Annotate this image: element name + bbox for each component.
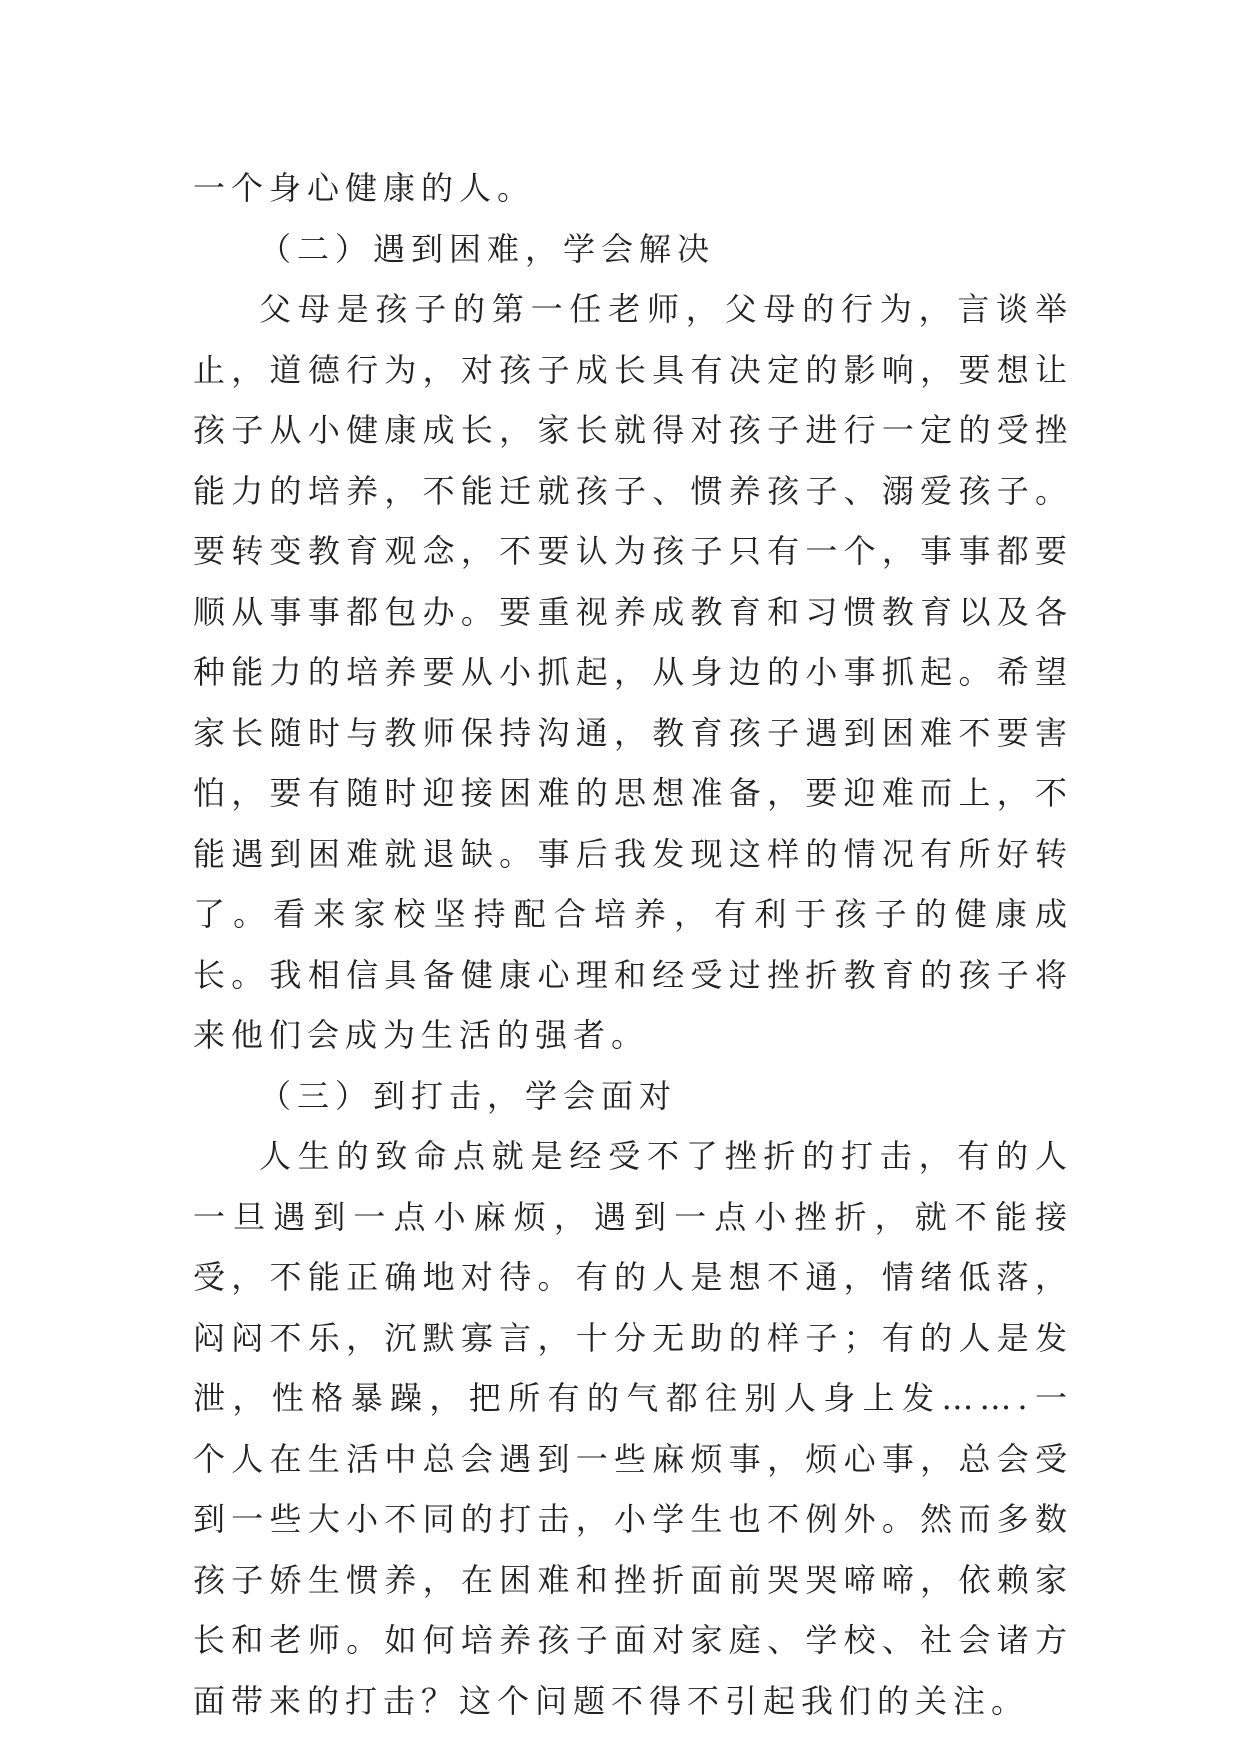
paragraph-continuation: 一个身心健康的人。 [193,169,536,207]
document-body [193,158,1073,1731]
section-heading-3: （三）到打击，学会面对 [259,1076,678,1115]
paragraph-section-2: 父母是孩子的第一任老师，父母的行为，言谈举止，道德行为，对孩子成长具有决定的影响，要想让孩子从小健康成长，家长就得对孩子进行一定的受挫能力的培养，不能迁就孩子、惯养孩子、溺爱孩子。要转变教育观念，不要认为孩子只有一个，事事都要顺从事事都包办。要重视养成教育和习惯教育以及各种能力的培养要从小抓起，从身边的小事抓起。希望家长随时与教师保持沟通，教育孩子遇到困难不要害怕，要有随时迎接困难的思想准备，要迎难而上，不能遇到困难就退缺。事后我发现这样的情况有所好转了。看来家校坚持配合培养，有利于孩子的健康成长。我相信具备健康心理和经受过挫折教育的孩子将来他们会成为生活的强者。 [193,290,1073,1054]
paragraph-section-3: 人生的致命点就是经受不了挫折的打击，有的人一旦遇到一点小麻烦，遇到一点小挫折，就不能接受，不能正确地对待。有的人是想不通，情绪低落，闷闷不乐，沉默寡言，十分无助的样子；有的人是发泄，性格暴躁，把所有的气都往别人身上发…….一个人在生活中总会遇到一些麻烦事，烦心事，总会受到一些大小不同的打击，小学生也不例外。然而多数孩子娇生惯养，在困难和挫折面前哭哭啼啼，依赖家长和老师。如何培养孩子面对家庭、学校、社会诸方面带来的打击？这个问题不得不引起我们的关注。 [193,1137,1073,1720]
section-heading-2: （二）遇到困难，学会解决 [259,229,716,268]
